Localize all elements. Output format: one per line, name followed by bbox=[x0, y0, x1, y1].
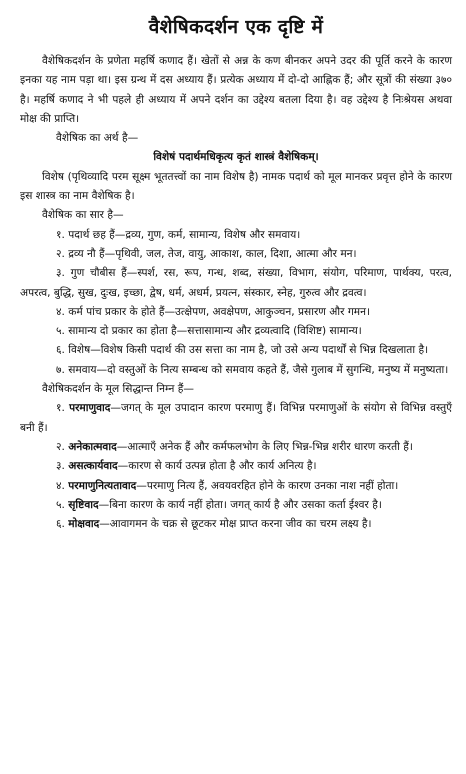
principle-term: सृष्टिवाद bbox=[68, 498, 99, 511]
principle-item bbox=[20, 457, 452, 476]
summary-item: ३. गुण चौबीस हैं—स्पर्श, रस, रूप, गन्ध, शब्द, संख्या, विभाग, संयोग, परिमाण, पार्थक्य, परत्व, अपरत्व, बुद्धि, सुख, दुःख, इच्छा, द्वेष, धर्म, अधर्म, प्रयत्न, संस्कार, स्नेह, गुरुत्व और द्रवत्व। bbox=[20, 267, 452, 299]
summary-heading: वैशेषिक का सार है— bbox=[42, 209, 124, 222]
principle-text: —जगत् के मूल उपादान कारण परमाणु हैं। विभिन्न परमाणुओं के संयोग से विभिन्न वस्तुएँ बनी हैं। bbox=[20, 402, 452, 434]
principle-item bbox=[20, 477, 452, 496]
principle-text: —परमाणु नित्य हैं, अवयवरहित होने के कारण उनका नाश नहीं होता। bbox=[136, 479, 399, 492]
principle-item bbox=[20, 399, 452, 438]
summary-item: ७. समवाय—दो वस्तुओं के नित्य सम्बन्ध को समवाय कहते हैं, जैसे गुलाब में सुगन्धि, मनुष्य में मनुष्यता। bbox=[56, 363, 449, 376]
principle-number: ६. bbox=[56, 518, 65, 531]
meaning-heading: वैशेषिक का अर्थ है— bbox=[56, 132, 139, 145]
principle-item bbox=[20, 496, 452, 515]
principles-heading: वैशेषिकदर्शन के मूल सिद्धान्त निम्न हैं— bbox=[42, 383, 195, 396]
principle-number: ४. bbox=[56, 479, 65, 492]
principle-term: परमाणुवाद bbox=[69, 402, 111, 415]
principle-term: अनेकात्मवाद bbox=[68, 440, 117, 453]
principle-item bbox=[20, 515, 452, 534]
principle-text: —कारण से कार्य उत्पन्न होता है और कार्य अनित्य है। bbox=[117, 460, 317, 473]
summary-item: ५. सामान्य दो प्रकार का होता है—सत्तासामान्य और द्रव्यत्वादि (विशिष्ट) सामान्य। bbox=[56, 325, 362, 338]
principle-number: २. bbox=[56, 440, 65, 453]
intro-paragraph: वैशेषिकदर्शन के प्रणेता महर्षि कणाद हैं। खेतों से अन्न के कण बीनकर अपने उदर की पूर्ति करने के कारण इनका यह नाम पड़ा था। इस ग्रन्थ में दस अध्याय हैं। प्रत्येक अध्याय में दो-दो आह्निक हैं; और सूत्रों की संख्या ३७० है। महर्षि कणाद ने भी पहले ही अध्याय में अपने दर्शन का उद्देश्य बतला दिया है। वह उद्देश्य है निःश्रेयस अथवा मोक्ष की प्राप्ति। bbox=[20, 55, 452, 125]
page-title: वैशेषिकदर्शन एक दृष्टि में bbox=[148, 16, 324, 38]
principle-number: ५. bbox=[56, 498, 65, 511]
sutra-line: विशेषं पदार्थमधिकृत्य कृतं शास्त्रं वैशेषिकम्। bbox=[153, 151, 319, 164]
principle-term: मोक्षवाद bbox=[68, 518, 100, 531]
summary-item: ४. कर्म पांच प्रकार के होते हैं—उत्क्षेपण, अवक्षेपण, आकुञ्चन, प्रसारण और गमन। bbox=[56, 305, 371, 318]
meaning-paragraph: विशेष (पृथिव्यादि परम सूक्ष्म भूततत्त्वों का नाम विशेष है) नामक पदार्थ को मूल मानकर प्रवृत्त होने के कारण इस शास्त्र का नाम वैशेषिक है। bbox=[20, 170, 452, 203]
principle-term: परमाणुनित्यतावाद bbox=[68, 479, 137, 492]
summary-item: ६. विशेष—विशेष किसी पदार्थ की उस सत्ता का नाम है, जो उसे अन्य पदार्थों से भिन्न दिखलाता है। bbox=[56, 344, 429, 357]
summary-item: २. द्रव्य नौ हैं—पृथिवी, जल, तेज, वायु, आकाश, काल, दिशा, आत्मा और मन। bbox=[56, 247, 357, 260]
principle-item bbox=[20, 438, 452, 457]
principle-number: १. bbox=[56, 402, 65, 415]
summary-item: १. पदार्थ छह हैं—द्रव्य, गुण, कर्म, सामान्य, विशेष और समवाय। bbox=[56, 228, 301, 241]
principle-text: —आत्माएँ अनेक हैं और कर्मफलभोग के लिए भिन्न-भिन्न शरीर धारण करती हैं। bbox=[116, 440, 413, 453]
principle-text: —बिना कारण के कार्य नहीं होता। जगत् कार्य है और उसका कर्ता ईश्वर है। bbox=[98, 498, 382, 511]
principle-number: ३. bbox=[56, 460, 65, 473]
principle-text: —आवागमन के चक्र से छूटकर मोक्ष प्राप्त करना जीव का चरम लक्ष्य है। bbox=[99, 518, 372, 531]
principle-term: असत्कार्यवाद bbox=[68, 460, 118, 473]
